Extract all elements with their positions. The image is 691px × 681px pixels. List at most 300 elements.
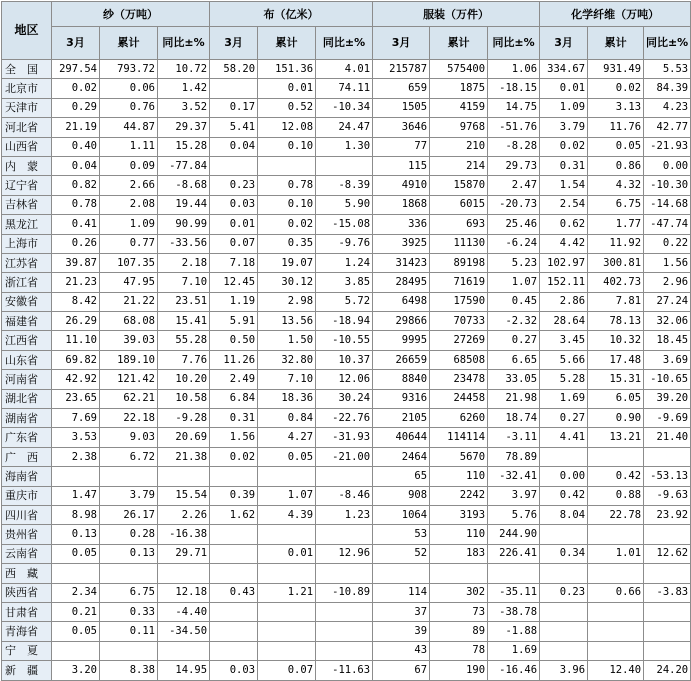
value-cell: 115 xyxy=(373,156,430,175)
value-cell: 6015 xyxy=(430,195,488,214)
value-cell: 12.08 xyxy=(258,118,316,137)
value-cell: 3.79 xyxy=(100,486,158,505)
table-row xyxy=(2,370,691,389)
value-cell: 575400 xyxy=(430,60,488,79)
value-cell: 2.66 xyxy=(100,176,158,195)
value-cell: -10.34 xyxy=(316,98,373,117)
region-cell: 北京市 xyxy=(2,79,52,98)
value-cell: 3.97 xyxy=(488,486,540,505)
value-cell: 39.87 xyxy=(52,253,100,272)
value-cell: 13.56 xyxy=(258,312,316,331)
value-cell: 0.21 xyxy=(52,602,100,621)
value-cell: 0.05 xyxy=(258,447,316,466)
value-cell: 15.41 xyxy=(158,312,210,331)
value-cell: 5.90 xyxy=(316,195,373,214)
table-row xyxy=(2,350,691,369)
value-cell: 27269 xyxy=(430,331,488,350)
value-cell: 19.44 xyxy=(158,195,210,214)
table-row xyxy=(2,544,691,563)
value-cell xyxy=(158,467,210,486)
value-cell xyxy=(210,79,258,98)
value-cell: 55.28 xyxy=(158,331,210,350)
cloth-month-header: 3月 xyxy=(210,27,258,60)
value-cell: 183 xyxy=(430,544,488,563)
value-cell: 78.13 xyxy=(588,312,644,331)
value-cell: 17.48 xyxy=(588,350,644,369)
value-cell: -14.68 xyxy=(644,195,691,214)
table-row xyxy=(2,312,691,331)
value-cell: 53 xyxy=(373,525,430,544)
value-cell: 0.42 xyxy=(588,467,644,486)
value-cell: 2.54 xyxy=(540,195,588,214)
value-cell: 0.10 xyxy=(258,195,316,214)
value-cell: 931.49 xyxy=(588,60,644,79)
value-cell: 0.88 xyxy=(588,486,644,505)
value-cell xyxy=(644,447,691,466)
value-cell xyxy=(373,564,430,583)
region-cell: 广东省 xyxy=(2,428,52,447)
value-cell: 10.37 xyxy=(316,350,373,369)
value-cell: 4.41 xyxy=(540,428,588,447)
value-cell: 89198 xyxy=(430,253,488,272)
value-cell: 29.71 xyxy=(158,544,210,563)
value-cell: 110 xyxy=(430,525,488,544)
value-cell: 1868 xyxy=(373,195,430,214)
value-cell xyxy=(588,602,644,621)
table-row xyxy=(2,79,691,98)
value-cell: 4.23 xyxy=(644,98,691,117)
value-cell: 5.66 xyxy=(540,350,588,369)
table-row xyxy=(2,428,691,447)
cloth-cumulative-header: 累计 xyxy=(258,27,316,60)
value-cell: -18.15 xyxy=(488,79,540,98)
value-cell: 0.39 xyxy=(210,486,258,505)
value-cell: -34.50 xyxy=(158,622,210,641)
value-cell: 7.81 xyxy=(588,292,644,311)
value-cell: 0.34 xyxy=(540,544,588,563)
value-cell: 14.75 xyxy=(488,98,540,117)
value-cell: -53.13 xyxy=(644,467,691,486)
value-cell: -9.69 xyxy=(644,409,691,428)
value-cell xyxy=(100,467,158,486)
value-cell: 908 xyxy=(373,486,430,505)
table-row xyxy=(2,467,691,486)
value-cell: 2.08 xyxy=(100,195,158,214)
value-cell xyxy=(210,622,258,641)
value-cell: -16.46 xyxy=(488,661,540,680)
value-cell: 52 xyxy=(373,544,430,563)
value-cell: 3.96 xyxy=(540,661,588,680)
region-cell: 云南省 xyxy=(2,544,52,563)
value-cell: 73 xyxy=(430,602,488,621)
value-cell: -77.84 xyxy=(158,156,210,175)
value-cell: 0.35 xyxy=(258,234,316,253)
value-cell: 4.39 xyxy=(258,505,316,524)
value-cell xyxy=(588,525,644,544)
value-cell: 30.24 xyxy=(316,389,373,408)
value-cell: 0.10 xyxy=(258,137,316,156)
value-cell: 28495 xyxy=(373,273,430,292)
value-cell: -15.08 xyxy=(316,215,373,234)
value-cell: 2.38 xyxy=(52,447,100,466)
value-cell xyxy=(210,156,258,175)
value-cell: 11.10 xyxy=(52,331,100,350)
value-cell: 4.32 xyxy=(588,176,644,195)
value-cell: 190 xyxy=(430,661,488,680)
value-cell: 8.98 xyxy=(52,505,100,524)
value-cell xyxy=(100,564,158,583)
value-cell: 0.11 xyxy=(100,622,158,641)
value-cell: 25.46 xyxy=(488,215,540,234)
value-cell xyxy=(210,544,258,563)
value-cell: 23.65 xyxy=(52,389,100,408)
value-cell: 20.69 xyxy=(158,428,210,447)
value-cell xyxy=(644,525,691,544)
value-cell: 6.72 xyxy=(100,447,158,466)
value-cell: 302 xyxy=(430,583,488,602)
value-cell: 40644 xyxy=(373,428,430,447)
yarn-month-header: 3月 xyxy=(52,27,100,60)
value-cell: 0.17 xyxy=(210,98,258,117)
value-cell: 102.97 xyxy=(540,253,588,272)
value-cell: 0.05 xyxy=(588,137,644,156)
value-cell: 28.64 xyxy=(540,312,588,331)
value-cell: 0.31 xyxy=(540,156,588,175)
value-cell: 1064 xyxy=(373,505,430,524)
value-cell: 39.03 xyxy=(100,331,158,350)
value-cell: -3.83 xyxy=(644,583,691,602)
value-cell xyxy=(588,447,644,466)
value-cell: 6.05 xyxy=(588,389,644,408)
value-cell: 1.07 xyxy=(258,486,316,505)
value-cell: 74.11 xyxy=(316,79,373,98)
value-cell: -10.89 xyxy=(316,583,373,602)
value-cell: 210 xyxy=(430,137,488,156)
table-row xyxy=(2,525,691,544)
value-cell: -21.93 xyxy=(644,137,691,156)
table-row xyxy=(2,176,691,195)
region-cell: 四川省 xyxy=(2,505,52,524)
value-cell: 21.98 xyxy=(488,389,540,408)
yarn-group-header: 纱（万吨） xyxy=(52,2,210,27)
value-cell: -35.11 xyxy=(488,583,540,602)
value-cell: -20.73 xyxy=(488,195,540,214)
value-cell: 2.86 xyxy=(540,292,588,311)
value-cell: 22.18 xyxy=(100,409,158,428)
value-cell: 0.03 xyxy=(210,195,258,214)
value-cell: 4910 xyxy=(373,176,430,195)
table-row xyxy=(2,409,691,428)
value-cell: 152.11 xyxy=(540,273,588,292)
value-cell: 12.62 xyxy=(644,544,691,563)
value-cell: 6260 xyxy=(430,409,488,428)
value-cell: 0.06 xyxy=(100,79,158,98)
value-cell: 0.33 xyxy=(100,602,158,621)
value-cell: 62.21 xyxy=(100,389,158,408)
value-cell xyxy=(258,156,316,175)
value-cell: -10.30 xyxy=(644,176,691,195)
value-cell: 10.58 xyxy=(158,389,210,408)
value-cell: 5.72 xyxy=(316,292,373,311)
value-cell xyxy=(316,641,373,660)
value-cell: 3925 xyxy=(373,234,430,253)
value-cell: 0.02 xyxy=(588,79,644,98)
value-cell xyxy=(100,641,158,660)
value-cell: 0.09 xyxy=(100,156,158,175)
value-cell: 0.45 xyxy=(488,292,540,311)
value-cell: 0.29 xyxy=(52,98,100,117)
table-row xyxy=(2,137,691,156)
value-cell: -31.93 xyxy=(316,428,373,447)
table-row xyxy=(2,389,691,408)
value-cell: 2242 xyxy=(430,486,488,505)
value-cell: 2464 xyxy=(373,447,430,466)
value-cell: 0.77 xyxy=(100,234,158,253)
value-cell: 0.01 xyxy=(258,79,316,98)
value-cell: 44.87 xyxy=(100,118,158,137)
value-cell: 23478 xyxy=(430,370,488,389)
table-row xyxy=(2,118,691,137)
value-cell: 1.54 xyxy=(540,176,588,195)
region-cell: 上海市 xyxy=(2,234,52,253)
value-cell: 12.96 xyxy=(316,544,373,563)
value-cell: 4.01 xyxy=(316,60,373,79)
value-cell: 1.69 xyxy=(540,389,588,408)
value-cell: 0.76 xyxy=(100,98,158,117)
value-cell: 1.09 xyxy=(540,98,588,117)
value-cell: 9.03 xyxy=(100,428,158,447)
value-cell xyxy=(52,467,100,486)
chemical-fiber-cumulative-header: 累计 xyxy=(588,27,644,60)
region-cell: 内 蒙 xyxy=(2,156,52,175)
region-cell: 黑龙江 xyxy=(2,215,52,234)
region-cell: 贵州省 xyxy=(2,525,52,544)
value-cell: 70733 xyxy=(430,312,488,331)
value-cell: 0.86 xyxy=(588,156,644,175)
value-cell: 1.47 xyxy=(52,486,100,505)
value-cell: 15.54 xyxy=(158,486,210,505)
value-cell: 0.05 xyxy=(52,622,100,641)
value-cell: 0.00 xyxy=(540,467,588,486)
value-cell: 1.09 xyxy=(100,215,158,234)
value-cell: 0.02 xyxy=(258,215,316,234)
value-cell: 0.31 xyxy=(210,409,258,428)
value-cell xyxy=(52,641,100,660)
value-cell: 0.27 xyxy=(488,331,540,350)
value-cell xyxy=(540,564,588,583)
region-cell: 江苏省 xyxy=(2,253,52,272)
value-cell: -22.76 xyxy=(316,409,373,428)
value-cell: 77 xyxy=(373,137,430,156)
value-cell: 5.76 xyxy=(488,505,540,524)
value-cell: 0.78 xyxy=(258,176,316,195)
value-cell: 12.06 xyxy=(316,370,373,389)
region-cell: 河南省 xyxy=(2,370,52,389)
value-cell: 3.45 xyxy=(540,331,588,350)
value-cell: 89 xyxy=(430,622,488,641)
value-cell: 21.38 xyxy=(158,447,210,466)
value-cell: 32.80 xyxy=(258,350,316,369)
value-cell: 0.05 xyxy=(52,544,100,563)
value-cell: 15.28 xyxy=(158,137,210,156)
value-cell: 8.42 xyxy=(52,292,100,311)
value-cell: 3.85 xyxy=(316,273,373,292)
cloth-group-header: 布（亿米） xyxy=(210,2,373,27)
value-cell: 7.76 xyxy=(158,350,210,369)
value-cell: 3.52 xyxy=(158,98,210,117)
region-cell: 河北省 xyxy=(2,118,52,137)
value-cell: 42.77 xyxy=(644,118,691,137)
value-cell: 0.27 xyxy=(540,409,588,428)
value-cell: 18.36 xyxy=(258,389,316,408)
value-cell: 0.23 xyxy=(210,176,258,195)
value-cell xyxy=(210,602,258,621)
value-cell: 1.11 xyxy=(100,137,158,156)
value-cell: 23.92 xyxy=(644,505,691,524)
value-cell: -1.88 xyxy=(488,622,540,641)
table-row xyxy=(2,602,691,621)
table-row xyxy=(2,331,691,350)
region-cell: 青海省 xyxy=(2,622,52,641)
value-cell: 0.62 xyxy=(540,215,588,234)
value-cell xyxy=(588,641,644,660)
value-cell: 334.67 xyxy=(540,60,588,79)
value-cell xyxy=(644,622,691,641)
table-row xyxy=(2,98,691,117)
value-cell: 42.92 xyxy=(52,370,100,389)
value-cell: 6.75 xyxy=(588,195,644,214)
value-cell: 24.20 xyxy=(644,661,691,680)
value-cell: 1.24 xyxy=(316,253,373,272)
value-cell: 1.77 xyxy=(588,215,644,234)
value-cell: 0.02 xyxy=(52,79,100,98)
value-cell: -8.46 xyxy=(316,486,373,505)
value-cell: 13.21 xyxy=(588,428,644,447)
value-cell: -16.38 xyxy=(158,525,210,544)
value-cell: 0.00 xyxy=(644,156,691,175)
value-cell: 0.26 xyxy=(52,234,100,253)
value-cell: 0.03 xyxy=(210,661,258,680)
header-subcolumn-row xyxy=(2,27,691,60)
value-cell: 0.01 xyxy=(540,79,588,98)
value-cell: 65 xyxy=(373,467,430,486)
value-cell: 7.18 xyxy=(210,253,258,272)
region-cell: 宁 夏 xyxy=(2,641,52,660)
value-cell xyxy=(210,467,258,486)
value-cell: -10.65 xyxy=(644,370,691,389)
value-cell: 3.53 xyxy=(52,428,100,447)
value-cell xyxy=(258,641,316,660)
yarn-yoy-header: 同比±% xyxy=(158,27,210,60)
value-cell: 0.23 xyxy=(540,583,588,602)
value-cell: 0.28 xyxy=(100,525,158,544)
value-cell: 2.18 xyxy=(158,253,210,272)
value-cell: 7.10 xyxy=(158,273,210,292)
chemical-fiber-group-header: 化学纤维（万吨） xyxy=(540,2,691,27)
value-cell: 0.41 xyxy=(52,215,100,234)
value-cell: 1.30 xyxy=(316,137,373,156)
table-row xyxy=(2,564,691,583)
value-cell: 68.08 xyxy=(100,312,158,331)
table-header xyxy=(2,2,691,60)
value-cell: 1.42 xyxy=(158,79,210,98)
region-cell: 湖南省 xyxy=(2,409,52,428)
value-cell: 1.07 xyxy=(488,273,540,292)
value-cell: 11130 xyxy=(430,234,488,253)
value-cell: 8.38 xyxy=(100,661,158,680)
value-cell: 18.45 xyxy=(644,331,691,350)
value-cell: 33.05 xyxy=(488,370,540,389)
value-cell: 4.42 xyxy=(540,234,588,253)
value-cell: 21.40 xyxy=(644,428,691,447)
value-cell: 12.45 xyxy=(210,273,258,292)
table-row xyxy=(2,60,691,79)
value-cell: 3.79 xyxy=(540,118,588,137)
yarn-cumulative-header: 累计 xyxy=(100,27,158,60)
value-cell: 69.82 xyxy=(52,350,100,369)
value-cell: 9316 xyxy=(373,389,430,408)
value-cell xyxy=(588,622,644,641)
value-cell: 14.95 xyxy=(158,661,210,680)
table-row xyxy=(2,583,691,602)
value-cell: 67 xyxy=(373,661,430,680)
region-cell: 陕西省 xyxy=(2,583,52,602)
value-cell: 24.47 xyxy=(316,118,373,137)
value-cell: 659 xyxy=(373,79,430,98)
table-row xyxy=(2,447,691,466)
value-cell: 0.78 xyxy=(52,195,100,214)
production-statistics-table xyxy=(1,1,691,681)
value-cell: 15.31 xyxy=(588,370,644,389)
region-cell: 山东省 xyxy=(2,350,52,369)
value-cell: 0.13 xyxy=(100,544,158,563)
value-cell xyxy=(540,602,588,621)
value-cell: 693 xyxy=(430,215,488,234)
table-row xyxy=(2,273,691,292)
value-cell: 15870 xyxy=(430,176,488,195)
value-cell: 37 xyxy=(373,602,430,621)
value-cell xyxy=(540,641,588,660)
garment-cumulative-header: 累计 xyxy=(430,27,488,60)
value-cell: 11.26 xyxy=(210,350,258,369)
value-cell: 78 xyxy=(430,641,488,660)
value-cell: 12.40 xyxy=(588,661,644,680)
value-cell: 0.52 xyxy=(258,98,316,117)
value-cell: 7.69 xyxy=(52,409,100,428)
table-row xyxy=(2,661,691,680)
value-cell: 121.42 xyxy=(100,370,158,389)
value-cell: 5.41 xyxy=(210,118,258,137)
value-cell: 1505 xyxy=(373,98,430,117)
value-cell: -8.39 xyxy=(316,176,373,195)
value-cell: 23.51 xyxy=(158,292,210,311)
value-cell xyxy=(210,525,258,544)
value-cell: 214 xyxy=(430,156,488,175)
value-cell: 12.18 xyxy=(158,583,210,602)
value-cell: 0.40 xyxy=(52,137,100,156)
value-cell xyxy=(588,564,644,583)
value-cell: 0.50 xyxy=(210,331,258,350)
table-row xyxy=(2,253,691,272)
region-cell: 广 西 xyxy=(2,447,52,466)
value-cell xyxy=(644,641,691,660)
table-row xyxy=(2,486,691,505)
value-cell xyxy=(258,467,316,486)
value-cell xyxy=(210,641,258,660)
garment-group-header: 服装（万件） xyxy=(373,2,540,27)
chemical-fiber-yoy-header: 同比±% xyxy=(644,27,691,60)
value-cell: 110 xyxy=(430,467,488,486)
